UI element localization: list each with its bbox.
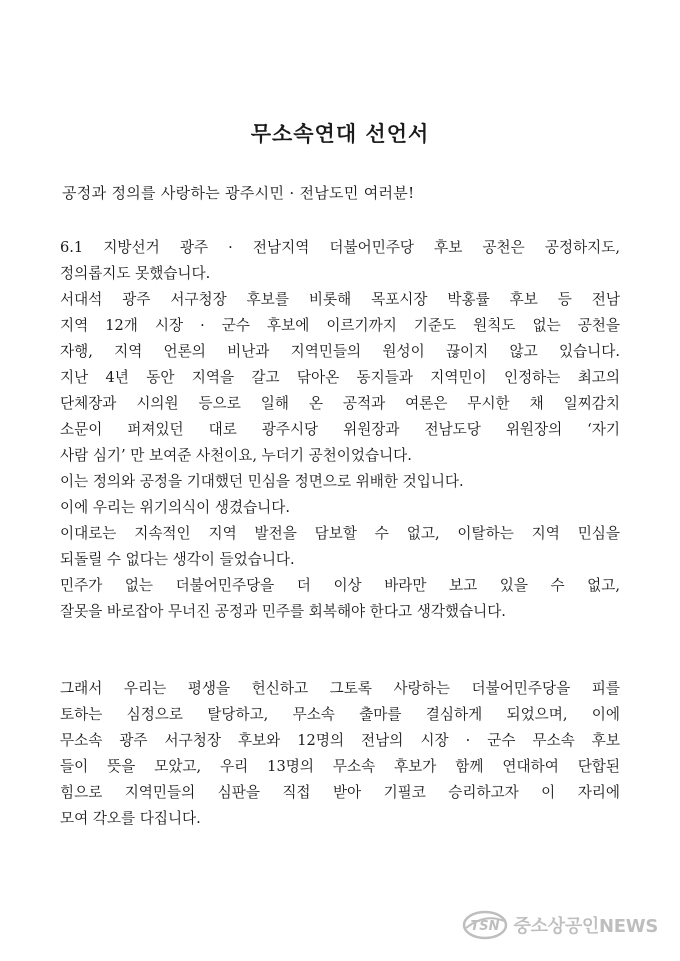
text-line: 들이 뜻을 모았고, 우리 13명의 무소속 후보가 함께 연대하여 단합된	[60, 758, 620, 775]
text-line: 지역 12개 시장 · 군수 후보에 이르기까지 기준도 원칙도 없는 공천을	[60, 317, 620, 334]
text-line: 잘못을 바로잡아 무너진 공정과 민주를 회복해야 한다고 생각했습니다.	[60, 603, 506, 620]
text-line: 되돌릴 수 없다는 생각이 들었습니다.	[60, 551, 295, 568]
watermark	[462, 909, 658, 941]
text-line: 이에 우리는 위기의식이 생겼습니다.	[60, 499, 291, 516]
text-line: 지난 4년 동안 지역을 갈고 닦아온 동지들과 지역민이 인정하는 최고의	[60, 369, 620, 386]
text-line: 무소속 광주 서구청장 후보와 12명의 전남의 시장 · 군수 무소속 후보	[60, 732, 620, 749]
text-line: 그래서 우리는 평생을 헌신하고 그토록 사랑하는 더불어민주당을 피를	[60, 680, 620, 697]
paragraph-1	[60, 235, 620, 625]
tsn-logo-icon	[462, 909, 508, 941]
page-title: 무소속연대 선언서	[250, 122, 430, 146]
paragraph-2	[60, 676, 620, 832]
text-line: 이대로는 지속적인 지역 발전을 담보할 수 없고, 이탈하는 지역 민심을	[60, 525, 620, 542]
text-line: 토하는 심정으로 탈당하고, 무소속 출마를 결심하게 되었으며, 이에	[60, 706, 620, 723]
text-line: 단체장과 시의원 등으로 일해 온 공적과 여론은 무시한 채 일찌감치	[60, 395, 620, 412]
text-line: 소문이 퍼져있던 대로 광주시당 위원장과 전남도당 위원장의 ‘자기	[60, 421, 620, 438]
watermark-text: 중소상공인NEWS	[513, 916, 658, 937]
text-line: 서대석 광주 서구청장 후보를 비롯해 목포시장 박홍률 후보 등 전남	[60, 291, 620, 308]
text-line: 정의롭지도 못했습니다.	[60, 265, 211, 282]
text-line: 이는 정의와 공정을 기대했던 민심을 정면으로 위배한 것입니다.	[60, 473, 464, 490]
text-line: 자행, 지역 언론의 비난과 지역민들의 원성이 끊이지 않고 있습니다.	[60, 343, 620, 360]
text-line: 모여 각오를 다집니다.	[60, 810, 201, 827]
text-line: 민주가 없는 더불어민주당을 더 이상 바라만 보고 있을 수 없고,	[60, 577, 620, 594]
text-line: 6.1 지방선거 광주 · 전남지역 더불어민주당 후보 공천은 공정하지도,	[60, 239, 620, 256]
text-line: 힘으로 지역민들의 심판을 직접 받아 기필코 승리하고자 이 자리에	[60, 784, 620, 801]
svg-text:TSN: TSN	[470, 919, 500, 934]
text-line: 사람 심기’ 만 보여준 사천이요, 누더기 공천이었습니다.	[60, 447, 412, 464]
greeting: 공정과 정의를 사랑하는 광주시민 · 전남도민 여러분!	[62, 184, 415, 202]
